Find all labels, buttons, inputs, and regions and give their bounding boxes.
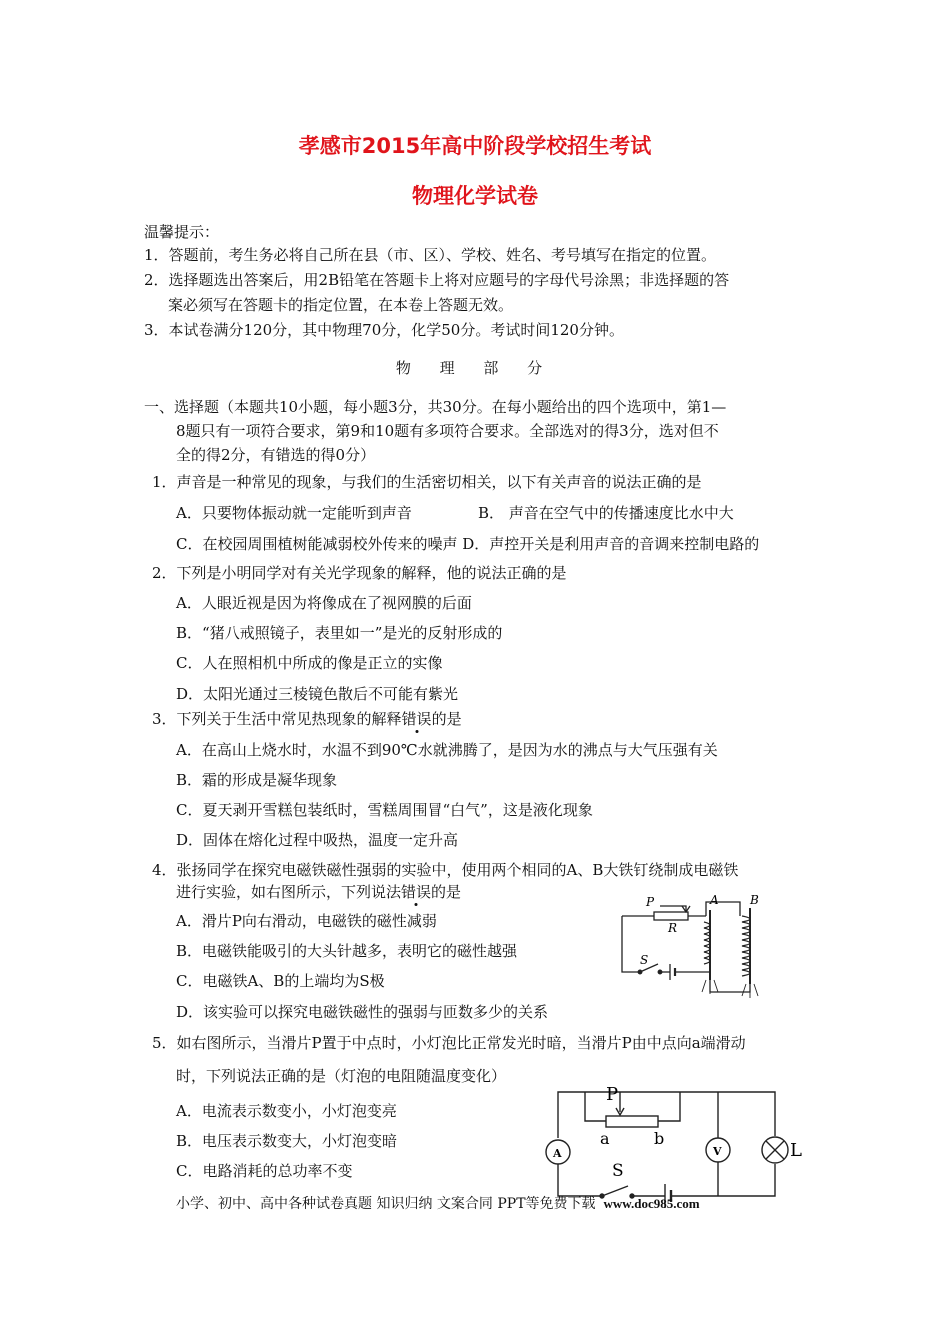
q4-stem-emphasis: 错误 bbox=[401, 883, 432, 901]
q3-stem-pre: 3．下列关于生活中常见热现象的解释 bbox=[152, 710, 402, 728]
footer-text: 小学、初中、高中各种试卷真题 知识归纳 文案合同 PPT等免费下载 bbox=[176, 1196, 596, 1212]
q1-option-b: B． 声音在空气中的传播速度比水中大 bbox=[478, 504, 734, 522]
rheostat-circuit-figure bbox=[540, 1080, 810, 1210]
fig4-label-r: R bbox=[668, 921, 678, 935]
fig5-label-a: a bbox=[600, 1129, 610, 1148]
part-heading-line-3: 全的得2分，有错选的得0分） bbox=[176, 446, 376, 464]
section-title: 物 理 部 分 bbox=[395, 359, 555, 377]
q1-option-cd: C．在校园周围植树能减弱校外传来的噪声 D．声控开关是利用声音的音调来控制电路的 bbox=[176, 535, 760, 553]
fig5-label-p: P bbox=[606, 1084, 619, 1105]
electromagnet-circuit-figure bbox=[610, 892, 790, 1002]
q2-option-d: D．太阳光通过三棱镜色散后不可能有紫光 bbox=[176, 685, 459, 703]
q3-option-d: D．固体在熔化过程中吸热，温度一定升高 bbox=[176, 831, 459, 849]
footer-banner bbox=[176, 1193, 700, 1213]
q4-stem-pre: 进行实验，如右图所示，下列说法 bbox=[176, 883, 402, 901]
fig4-label-p: P bbox=[646, 895, 655, 909]
part-heading-line-1: 一、选择题（本题共10小题，每小题3分，共30分。在每小题给出的四个选项中，第1— bbox=[144, 398, 727, 416]
notice-item-1: 1．答题前，考生务必将自己所在县（市、区）、学校、姓名、考号填写在指定的位置。 bbox=[144, 246, 717, 264]
q5-option-b: B．电压表示数变大，小灯泡变暗 bbox=[176, 1132, 398, 1150]
q4-stem-line-1: 4．张扬同学在探究电磁铁磁性强弱的实验中，使用两个相同的A、B大铁钉绕制成电磁铁 bbox=[152, 861, 739, 879]
q2-option-c: C．人在照相机中所成的像是正立的实像 bbox=[176, 654, 443, 672]
q4-stem-post: 的是 bbox=[431, 883, 462, 901]
q5-stem-line-1: 5．如右图所示，当滑片P置于中点时，小灯泡比正常发光时暗，当滑片P由中点向a端滑动 bbox=[152, 1034, 746, 1052]
fig4-label-b: B bbox=[750, 893, 759, 907]
notice-item-2: 2．选择题选出答案后，用2B铅笔在答题卡上将对应题号的字母代号涂黑；非选择题的答 bbox=[144, 271, 730, 289]
fig5-label-s: S bbox=[612, 1161, 624, 1181]
q3-option-a: A．在高山上烧水时，水温不到90℃水就沸腾了，是因为水的沸点与大气压强有关 bbox=[176, 741, 718, 759]
notice-heading: 温馨提示： bbox=[144, 223, 220, 241]
q1-stem: 1．声音是一种常见的现象，与我们的生活密切相关，以下有关声音的说法正确的是 bbox=[152, 473, 702, 491]
fig5-label-l: L bbox=[790, 1140, 802, 1161]
fig5-voltmeter-label: V bbox=[713, 1145, 722, 1158]
fig5-ammeter-label: A bbox=[553, 1147, 562, 1160]
q2-option-a: A．人眼近视是因为将像成在了视网膜的后面 bbox=[176, 594, 472, 612]
q1-option-a: A．只要物体振动就一定能听到声音 bbox=[176, 504, 412, 522]
footer-url[interactable]: www.doc985.com bbox=[603, 1196, 700, 1211]
notice-item-3: 3．本试卷满分120分，其中物理70分，化学50分。考试时间120分钟。 bbox=[144, 321, 624, 339]
fig4-label-s: S bbox=[640, 953, 649, 967]
q4-option-c: C．电磁铁A、B的上端均为S极 bbox=[176, 972, 385, 990]
q3-stem-emphasis: 错误 bbox=[401, 710, 432, 728]
q5-stem-line-2: 时，下列说法正确的是（灯泡的电阻随温度变化） bbox=[176, 1067, 507, 1085]
q5-option-a: A．电流表示数变小，小灯泡变亮 bbox=[176, 1102, 397, 1120]
notice-item-2-cont: 案必须写在答题卡的指定位置，在本卷上答题无效。 bbox=[168, 296, 514, 314]
q5-option-c: C．电路消耗的总功率不变 bbox=[176, 1162, 353, 1180]
q4-stem-line-2 bbox=[176, 882, 461, 902]
exam-subtitle: 物理化学试卷 bbox=[412, 184, 538, 208]
q3-option-c: C．夏天剥开雪糕包装纸时，雪糕周围冒“白气”，这是液化现象 bbox=[176, 801, 593, 819]
q3-stem bbox=[152, 709, 462, 729]
q3-stem-post: 的是 bbox=[431, 710, 462, 728]
fig5-label-b: b bbox=[654, 1129, 665, 1148]
part-heading-line-2: 8题只有一项符合要求，第9和10题有多项符合要求。全部选对的得3分，选对但不 bbox=[176, 422, 719, 440]
fig4-label-a: A bbox=[710, 893, 719, 907]
q2-stem: 2．下列是小明同学对有关光学现象的解释，他的说法正确的是 bbox=[152, 564, 567, 582]
q4-option-d: D．该实验可以探究电磁铁磁性的强弱与匝数多少的关系 bbox=[176, 1003, 549, 1021]
q2-option-b: B．“猪八戒照镜子，表里如一”是光的反射形成的 bbox=[176, 624, 503, 642]
exam-title: 孝感市2015年高中阶段学校招生考试 bbox=[298, 134, 652, 158]
q3-option-b: B．霜的形成是凝华现象 bbox=[176, 771, 338, 789]
q4-option-a: A．滑片P向右滑动，电磁铁的磁性减弱 bbox=[176, 912, 437, 930]
q4-option-b: B．电磁铁能吸引的大头针越多，表明它的磁性越强 bbox=[176, 942, 518, 960]
